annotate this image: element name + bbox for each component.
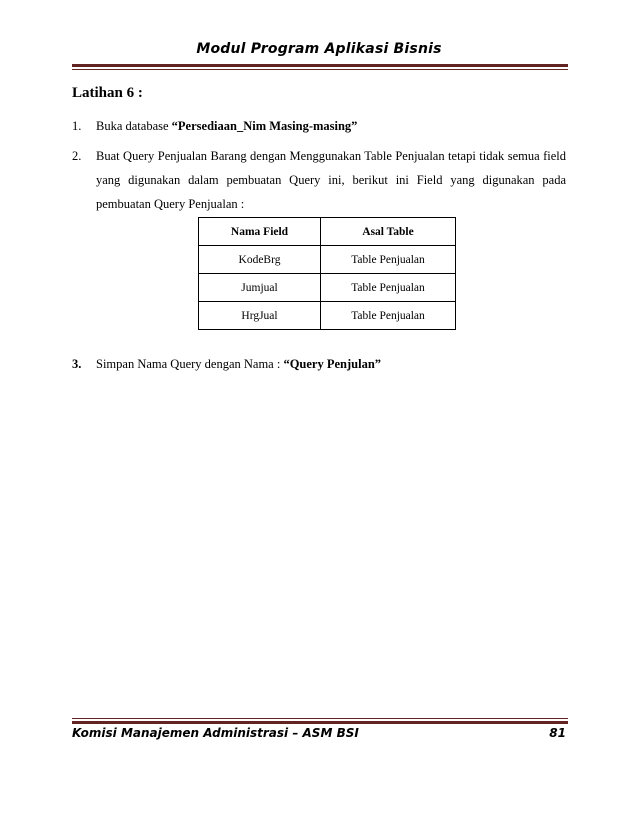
- footer-text: Komisi Manajemen Administrasi – ASM BSI: [72, 726, 359, 740]
- table-cell: Table Penjualan: [321, 274, 456, 302]
- table-header-cell: Nama Field: [199, 218, 321, 246]
- list-item-text: Buat Query Penjualan Barang dengan Menggunakan Table Penjualan tetapi tidak semua field yang digunakan dalam pembuatan Query ini, berikut ini Field yang digunakan pada pembuatan Query Penjualan :: [96, 149, 566, 211]
- header-rule-thick: [72, 64, 568, 67]
- footer-rule-thin: [72, 718, 568, 719]
- list-item-number: 1.: [72, 119, 82, 133]
- list-item-body: [96, 352, 566, 376]
- table-header-cell: Asal Table: [321, 218, 456, 246]
- fields-table: [198, 217, 456, 330]
- section-title: Latihan 6 :: [72, 85, 143, 101]
- database-name: “Persediaan_Nim Masing-masing”: [171, 119, 358, 133]
- table-cell: Jumjual: [199, 274, 321, 302]
- list-item-number: 2.: [72, 149, 82, 163]
- list-item-text: Buka database: [96, 119, 172, 133]
- query-name: “Query Penjulan”: [283, 357, 382, 371]
- header-rule-thin: [72, 69, 568, 70]
- list-item-number: 3.: [72, 357, 82, 371]
- page-number: 81: [549, 726, 566, 740]
- list-item-text: Simpan Nama Query dengan Nama :: [96, 357, 284, 371]
- list-item-body: [96, 114, 566, 138]
- table-row: [199, 274, 456, 302]
- footer-rule-thick: [72, 721, 568, 724]
- table-cell: Table Penjualan: [321, 302, 456, 330]
- table-row: [199, 246, 456, 274]
- list-item-2: [72, 144, 566, 216]
- table-row: [199, 302, 456, 330]
- table-cell: KodeBrg: [199, 246, 321, 274]
- header-title: Modul Program Aplikasi Bisnis: [196, 41, 442, 57]
- list-item-3: [72, 352, 566, 376]
- table-cell: Table Penjualan: [321, 246, 456, 274]
- table-header-row: [199, 218, 456, 246]
- table-cell: HrgJual: [199, 302, 321, 330]
- list-item-1: [72, 114, 566, 138]
